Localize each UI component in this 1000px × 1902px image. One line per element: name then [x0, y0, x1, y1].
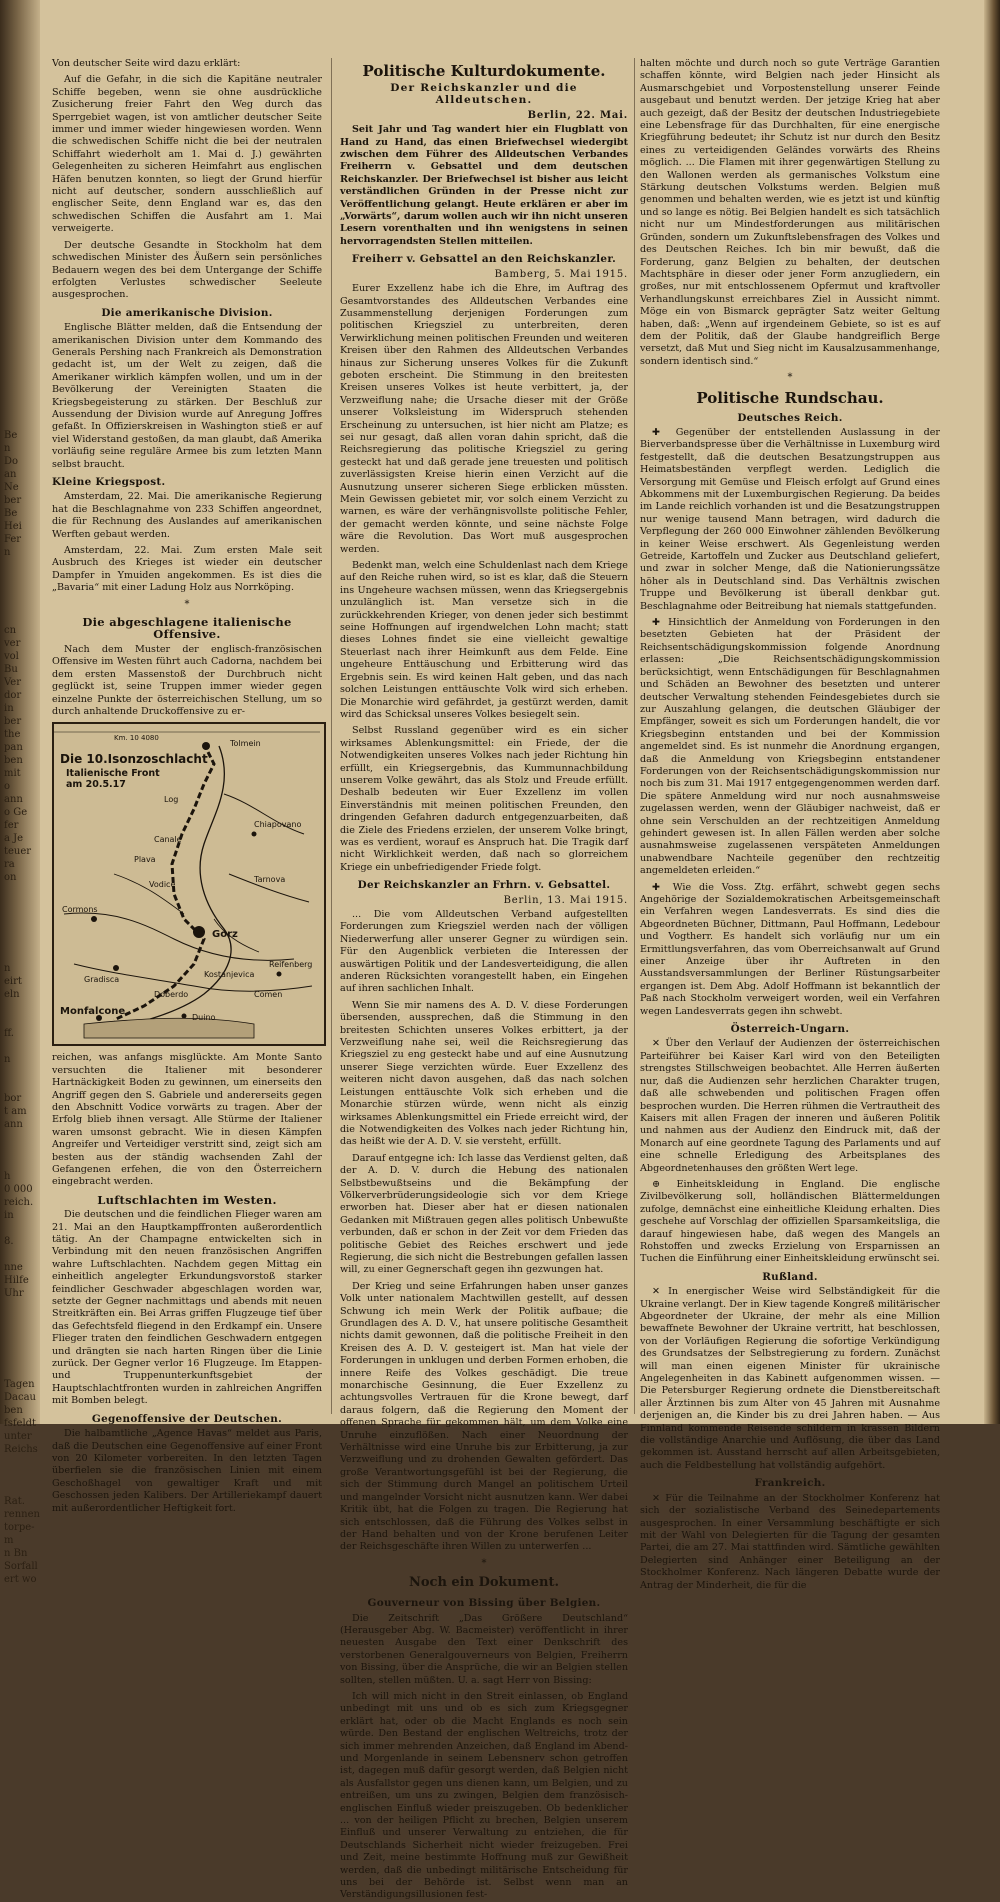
paragraph: ✕ Für die Teilnahme an der Stockholmer Konferenz hat sich der sozialistische Verband des Seinedepartements ausgesprochen. In einer Versammlung beschäftigte er sich mit der Wahl von Delegierten für die Tagung der gesamten Partei, die am 27. Mai stattfinden wird. Sämtliche gewählten Delegierten sind Anhänger einer Beteiligung an der Stockholmer Konferenz. Nach längeren Debatte wurde der Antrag der Minderheit, die für die: [640, 1492, 940, 1591]
map-place: Chiapovano: [254, 820, 302, 830]
spine-fragment: an: [4, 469, 17, 480]
map-place: Vodice: [149, 880, 176, 890]
spine-fragment: ra: [4, 859, 15, 870]
spine-fragment: [0, 1365, 40, 1378]
map-place: Comen: [254, 990, 283, 1000]
section-title: Politische Kulturdokumente.: [362, 62, 606, 80]
spine-fragment: [0, 364, 40, 377]
spine-fragment: Hei: [4, 521, 22, 532]
spine-fragment: [0, 1456, 40, 1469]
section-title: Politische Rundschau.: [696, 388, 884, 407]
spine-fragment: [0, 13, 40, 26]
spine-fragment: n: [4, 1054, 11, 1065]
spine-fragment: [0, 1001, 40, 1014]
spine-fragment: unter: [4, 1431, 32, 1442]
spine-fragment: n Bn: [4, 1548, 28, 1559]
spine-fragment: [0, 1339, 40, 1352]
spine-fragment: in: [4, 1210, 14, 1221]
spine-fragment: h: [4, 1171, 11, 1182]
paragraph: Wenn Sie mir namens des A. D. V. diese Forderungen übersenden, aussprechen, daß die Stimmung in den breitesten Schichten unseres Volkes erbittert, ja der Verzweiflung nahe sei, weil die Reichsregierung das Kriegsziel zu eng gesteckt habe und auf eine Ausnutzung unserer Siege verzichten würde. Euer Exzellenz des weiteren nicht davon ausgehen, daß das nach solchen Leistungen enttäuschte Volk sich erheben und die Monarchie stürzen würde, wenn nicht als einzig wirksames Ablenkungsmittel ein Friede erreicht wird, der die Notwendigkeiten des Volkes nach jeder Richtung hin, das heißt wie der A. D. V. sie versteht, erfüllt.: [340, 999, 628, 1148]
spine-fragment: [0, 1326, 40, 1339]
isonzo-front-map: [52, 722, 326, 1046]
spine-fragment: 0 000: [4, 1184, 33, 1195]
spine-fragment: 8.: [4, 1236, 14, 1247]
paragraph: halten möchte und durch noch so gute Verträge Garantien schaffen könnte, wird Belgien nach jeder Hinsicht als Ausmarschgebiet und Vorpostenstellung unserer Feinde ausgebaut und benutzt werden. Der jetzige Krieg hat aber auch gezeigt, daß der Besitz der deutschen Industriegebiete eine Lebensfrage für das Durchhalten, für eine energische Kriegführung bedeutet; ihr Schutz ist nur durch den Besitz eines zu verteidigenden Geländes vorwärts des Rheins möglich. ... Die Flamen mit ihrer gegenwärtigen Stellung zu den Wallonen werden als germanisches Volkstum eine Stärkung deutschen Volkstums werden. Belgien muß genommen und behalten werden, wie es jetzt ist und künftig und so lange es nötig. Bei Belgien handelt es sich tatsächlich nicht nur um Mindestforderungen aus militärischen Gründen, sondern um Zukunftslebensfragen des Volkes und des Deutschen Reiches. Ich bin mir bewußt, daß die Forderung, ganz Belgien zu behalten, der deutschen Machtsphäre in dieser oder jener Form anzugliedern, ein großes, nur mit entschlossenem Opfermut und kraftvoller Verhandlungskunst erreichbares Ziel in Aussicht nimmt. Möge ein von Bismarck geprägter Satz weiter Geltung haben, daß: „Wenn auf irgendeinem Gebiete, so ist es auf dem der Politik, daß der Glaube handgreiflich Berge versetzt, daß Mut und Sieg nicht im Kausalzusammenhange, sondern identisch sind.“: [640, 58, 940, 367]
map-place: Gorz: [212, 929, 238, 941]
paragraph: ... Die vom Alldeutschen Verband aufgestellten Forderungen zum Kriegsziel werden nach der völligen Niederwerfung aller unserer Gegner zu würdigen sein. Für den Augenblick verbieten die Interessen der auswärtigen Politik und der Landesverteidigung, die allen anderen Rücksichten vorangestellt haben, ein Eingehen auf ihren sachlichen Inhalt.: [340, 909, 628, 995]
spine-fragment: [0, 1157, 40, 1170]
paragraph: Der Krieg und seine Erfahrungen haben unser ganzes Volk unter nationalem Machtwillen gestellt, auf dessen Schwung ich mein Werk der Politik aufbaue; die Grundlagen des A. D. V., hat unsere politische Gesamtheit nichts damit gewonnen, daß die politische Freiheit in den Kreisen des A. D. V. gesteigert ist. Man hat viele der Forderungen in unklugen und derben Formen erhoben, die innere Reife des Volkes geschädigt. Die treue monarchische Gesinnung, die Euer Exzellenz zu achtungsvolles Vertrauen für die Krone bewegt, darf daraus folgern, daß die Regierung den Moment der offenen Sprache für gekommen hält, um dem Volke eine Unruhe einzuflößen. Nach einer Neuordnung der Verhältnisse wird eine Unruhe bis zur Erbitterung, ja zur Verzweiflung und zu drohenden Gewalten gefördert. Das große Verantwortungsgefühl ist bei der Regierung, die sich der Stimmung durch Mangel an politischem Urteil und mangelnder Vorsicht nicht ausnutzen kann. Wer dabei Kritik übt, hat die Folgen zu tragen. Die Regierung hat sich entschlossen, daß die Führung des Volkes selbst in der Hand behalten und von der Krone berufenen Leiter der Reichsgeschäfte ihren Willen zu unterwerfen ...: [340, 1280, 628, 1553]
spine-fragment: n: [4, 963, 11, 974]
spine-fragment: n: [4, 547, 11, 558]
spine-fragments: [0, 0, 40, 1585]
spine-fragment: [0, 169, 40, 182]
spine-fragment: the: [4, 729, 21, 740]
spine-fragment: [0, 1131, 40, 1144]
spine-fragment: [0, 117, 40, 130]
spine-fragment: rennen: [4, 1509, 40, 1520]
section-heading: Kleine Kriegspost.: [52, 476, 166, 488]
spine-fragment: [0, 572, 40, 585]
paragraph: ⊕ Einheitskleidung in England. Die englische Zivilbevölkerung soll, holländischen Blättermeldungen zufolge, demnächst eine einheitliche Kleidung erhalten. Dies geschehe auf Vorschlag der offiziellen Sparsamkeitsliga, die darauf hingewiesen habe, daß wegen des Mangels an Rohstoffen und zwecks Erzielung von Ersparnissen an Tuchen die Einführung einer Einheitskleidung erwünscht sei.: [640, 1178, 940, 1265]
map-place: Tarnova: [254, 875, 286, 885]
spine-fragment: Do: [4, 456, 19, 467]
spine-fragment: [0, 1482, 40, 1495]
section-title: Noch ein Dokument.: [408, 1575, 560, 1591]
spine-fragment: [0, 338, 40, 351]
spine-fragment: [0, 182, 40, 195]
spine-fragment: [0, 325, 40, 338]
section-heading: Luftschlachten im Westen.: [97, 1192, 277, 1207]
spine-fragment: eln: [4, 989, 20, 1000]
spine-fragment: [0, 130, 40, 143]
spine-fragment: Uhr: [4, 1288, 24, 1299]
spine-fragment: [0, 91, 40, 104]
spine-fragment: [0, 910, 40, 923]
spine-fragment: [0, 1040, 40, 1053]
spine-fragment: [0, 143, 40, 156]
spine-fragment: ber: [4, 716, 22, 727]
spine-fragment: [0, 897, 40, 910]
paragraph: Der deutsche Gesandte in Stockholm hat dem schwedischen Minister des Äußern sein persönliches Bedauern wegen des bei dem Untergange der Schiffe erfolgten Verlustes schwedischer Seeleute ausgesprochen.: [52, 239, 322, 301]
paragraph: Ich will mich nicht in den Streit einlassen, ob England unbedingt mit uns und ob es sich zum Kriegsgegner erklärt hat, oder ob die Macht Englands es noch sein würde. Den Bestand der englischen Weltreichs, trotz der sich immer mehrenden Anzeichen, daß England im Abend- und Morgenlande in seinem Lebensnerv schon getroffen ist, dagegen muß dafür gesorgt werden, daß Belgien nicht als Ausfallstor gegen uns dienen kann, um Belgien, und zu entreißen, um uns zu zwingen, Belgien dem französisch-englischen Einfluß wieder preiszugeben. Ob bedenklicher ... von der heiligen Pflicht zu brechen, Belgien unserem Einfluß und unserer Verwaltung zu entziehen, die für Deutschlands Sicherheit nicht wieder freizugeben. Frei und Zeit, meine bestimmte Hoffnung muß zur Gewißheit werden, daß die unbedingt militärische Entscheidung für uns bei der Behörde ist. Selbst wenn man an Verständigungsillusionen fest-: [340, 1690, 628, 1901]
spine-fragment: [0, 1144, 40, 1157]
spine-fragment: [0, 156, 40, 169]
spine-fragment: [0, 286, 40, 299]
paragraph: reichen, was anfangs misglückte. Am Monte Santo versuchten die Italiener mit besonderer Hartnäckigkeit Boden zu gewinnen, um einerseits den Angriff gegen den S. Gabriele und andererseits gegen den Abschnitt Vodice vorwärts zu tragen. Aber der Erfolg blieb ihnen versagt. Alle Stürme der Italiener waren umsonst gebracht. Wie in diesen Kämpfen Angreifer und Verteidiger verstritt sind, zeigt sich am besten aus der ständig wachsenden Zahl der Gefangenen erfehen, die von den Österreichern eingebracht werden.: [52, 1052, 322, 1188]
spine-fragment: [0, 351, 40, 364]
right-page-edge: [984, 0, 1000, 1424]
spine-fragment: [0, 1300, 40, 1313]
spine-fragment: Bu: [4, 664, 18, 675]
dateline: Berlin, 22. Mai.: [527, 109, 628, 121]
spine-fragment: [0, 585, 40, 598]
section-subtitle: Der Reichskanzler und die Alldeutschen.: [390, 82, 578, 107]
spine-fragment: [0, 1066, 40, 1079]
spine-fragment: [0, 208, 40, 221]
paragraph: Eurer Exzellenz habe ich die Ehre, im Auftrag des Gesamtvorstandes des Alldeutschen Verbandes eine Zusammenstellung derjenigen Forderungen zum politischen Kriegsziel zu unterbreiten, deren Verwirklichung meinen politischen Freunden und weiteren Kreisen über den Rahmen des Alldeutschen Verbandes hinaus zur Sicherung unseres Volkes für die Zukunft geboten erscheint. Die Stimmung in den breitesten Kreisen unseres Volkes ist heute verbittert, ja, der Verzweiflung nahe; die Ursache dieser mit der Größe unserer Volksleistung im Widerspruch stehenden Erscheinung zu untersuchen, ist hier nicht am Platze; es sei nur gesagt, daß allen voran dahin spricht, daß die Reichsregierung das politische Kriegsziel zu gering gesteckt hat und daß gerade jene treuesten und politisch zuverlässigsten Kreise hierin einen Verzicht auf die Ausnutzung unserer sicheren Siege erblicken müssten. Mein Gewissen gebietet mir, vor solch einem Verzicht zu warnen, es wäre der verhängnisvollste politische Fehler, der gemacht werden könnte, und seine nächste Folge wäre die Revolution. Das Wort muß ausgesprochen werden.: [340, 283, 628, 555]
spine-fragment: [0, 195, 40, 208]
letter-heading: Der Reichskanzler an Frhrn. v. Gebsattel.: [357, 879, 611, 892]
column-middle: [340, 58, 628, 1901]
paragraph: ✚ Gegenüber der entstellenden Auslassung in der Bierverbandspresse über die Verhältnisse in Luxemburg wird festgestellt, daß die deutschen Besatzungstruppen aus Heimatsbeständen verpflegt werden. Lediglich die Versorgung mit Gemüse und Fleisch erfolgt auf Grund eines Abkommens mit der Luxemburgischen Regierung. Da beides im Lande reichlich vorhanden ist und die Besatzungstruppen nur wenige tausend Mann betragen, wird dadurch die Verpflegung der 260 000 Einwohner zählenden Bevölkerung in keiner Weise erschwert. Als Gegenleistung werden Getreide, Kartoffeln und Zucker aus Deutschland geliefert, und zwar in solcher Menge, daß die Nationierungssätze höher als in Deutschland sind. Das Verhältnis zwischen Truppe und Bevölkerung ist überall denkbar gut. Beschlagnahme oder Beitreibung hat niemals stattgefunden.: [640, 426, 940, 612]
paragraph: Amsterdam, 22. Mai. Die amerikanische Regierung hat die Beschlagnahme von 233 Schiffen angeordnet, die für Rechnung des Auslandes auf amerikanischen Werften gebaut werden.: [52, 491, 322, 540]
paragraph: Die halbamtliche „Agence Havas“ meldet aus Paris, daß die Deutschen eine Gegenoffensive auf einer Front von 20 Kilometer vorbereiten. In den letzten Tagen überfielen sie die französischen Linien mit einem Geschoßhagel von gewaltiger Kraft und mit Geschossen jeden Kalibers. Der Artilleriekampf dauert mit außerordentlicher Heftigkeit fort.: [52, 1428, 322, 1514]
spine-fragment: [0, 1079, 40, 1092]
separator: *: [787, 372, 793, 384]
spine-fragment: t am: [4, 1106, 27, 1117]
spine-fragment: [0, 598, 40, 611]
spine-fragment: [0, 611, 40, 624]
spine-fragment: [0, 1014, 40, 1027]
map-place: Canale: [154, 835, 182, 845]
spine-fragment: pan: [4, 742, 23, 753]
spine-fragment: fsfeldt: [4, 1418, 37, 1429]
spine-fragment: Dacau: [4, 1392, 36, 1403]
spine-fragment: Fer: [4, 534, 22, 545]
paragraph: Auf die Gefahr, in die sich die Kapitäne neutraler Schiffe begeben, wenn sie ohne ausdrückliche Zusicherung freier Fahrt den Weg durch das Sperrgebiet wagen, ist von amtlicher deutscher Seite immer und immer wieder hingewiesen worden. Wenn die schwedischen Schiffe nicht die bei der neutralen Schiffahrt wiederholt am 1. Mai d. J.) gewährten Gelegenheiten zu sicheren Heimfahrt aus englischen Häfen benutzen konnten, so liegt der Grund hierfür nicht auf deutscher, sondern ausschließlich auf englischer Seite, denn England war es, das den schwedischen Schiffen die Ausfahrt am 1. Mai verweigerte.: [52, 74, 322, 235]
section-heading: Gegenoffensive der Deutschen.: [91, 1412, 283, 1425]
map-place: Doberdo: [154, 990, 189, 1000]
spine-fragment: ert wo: [4, 1574, 37, 1585]
paragraph: Von deutscher Seite wird dazu erklärt:: [52, 58, 241, 69]
spine-fragment: [0, 312, 40, 325]
spine-fragment: dor: [4, 690, 22, 701]
spine-fragment: ann: [4, 794, 23, 805]
map-place: Log: [164, 795, 179, 805]
spine-fragment: [0, 1352, 40, 1365]
spine-fragment: [0, 260, 40, 273]
section-subtitle: Gouverneur von Bissing über Belgien.: [367, 1597, 601, 1610]
map-title: Die 10.Isonzoschlacht: [60, 752, 208, 767]
section-heading: Deutsches Reich.: [737, 411, 843, 424]
paragraph: ✚ Wie die Voss. Ztg. erfährt, schwebt gegen sechs Angehörige der Sozialdemokratischen Arbeitsgemeinschaft ein Verfahren wegen Landesverrats. Es sind dies die Abgeordneten Büchner, Dittmann, Paul Hoffmann, Ledebour und Vogtherr. Es handelt sich vorläufig nur um ein Ermittlungsverfahren, das vom Oberreichsanwalt auf Grund einer Anzeige über ihr Auftreten in den Ausstandsversammlungen der Berliner Rüstungsarbeiter ergangen ist. Dem Abg. Adolf Hoffmann ist bekanntlich der Paß nach Stockholm verweigert worden, weil ein Verfahren wegen Landesverrats gegen ihn schwebt.: [640, 881, 940, 1017]
spine-fragment: mit: [4, 768, 21, 779]
spine-fragment: vol: [4, 651, 19, 662]
paragraph: Bedenkt man, welch eine Schuldenlast nach dem Kriege auf den Reiche ruhen wird, so ist es klar, daß die Steuern ins Ungeheure wachsen müssen, wenn das Kriegsergebnis unzulänglich ist. Man versetze sich in die zurückkehrenden Krieger, von denen jeder sich bestimmt seine Hoffnungen auf irgendwelchen Lohn macht; statt dieses Lohnes findet sie eine vielleicht gewaltige Steuerlast nach ihrer Heimkunft aus dem Felde. Eine ungeheure Enttäuschung und Erbitterung wird das Ergebnis sein. Es wird keinen Halt geben, und das nach solchen Leistungen enttäuschte Volk wird sich erheben. Die Monarchie wird gefährdet, ja gestürzt werden, damit wird das Schicksal unseres Volkes besiegelt sein.: [340, 560, 628, 720]
column-left: [52, 58, 322, 1514]
spine-fragment: [0, 234, 40, 247]
spine-fragment: ben: [4, 755, 23, 766]
spine-fragment: n: [4, 443, 11, 454]
spine-fragment: Ne: [4, 482, 19, 493]
spine-fragment: [0, 273, 40, 286]
spine-fragment: o Ge: [4, 807, 28, 818]
spine-fragment: Rat.: [4, 1496, 25, 1507]
paragraph: Darauf entgegne ich: Ich lasse das Verdienst gelten, daß der A. D. V. durch die Hebung des nationalen Selbstbewußtseins und die Bekämpfung der Völkerverbrüderungsideologie sich vor dem Kriege erworben hat. Dieser aber hat er diesen nationalen Gedanken mit Mißtrauen gegen alles politisch Unbewußte verbunden, daß er schon in der Zeit vor dem Frieden das politische Gebiet des Reiches erschwert und jede Regierung, die sich nicht die Bestrebungen gefallen lassen will, zu einer Gegnerschaft gegen ihn gezwungen hat.: [340, 1152, 628, 1276]
section-heading: Die amerikanische Division.: [101, 306, 273, 319]
column-rule: [634, 58, 635, 1414]
spine-fragment: Hilfe: [4, 1275, 29, 1286]
letter-heading: Freiherr v. Gebsattel an den Reichskanzler.: [351, 253, 617, 266]
spine-fragment: [0, 1469, 40, 1482]
paragraph: ✚ Hinsichtlich der Anmeldung von Forderungen in den besetzten Gebieten hat der Präsident der Reichsentschädigungskommission folgende Anordnung erlassen: „Die Reichsentschädigungskommission berücksichtigt, wenn Entschädigungen für Beschlagnahmen und Schäden an Bewohner des besetzten und unterer deutscher Verwaltung stehenden Feindesgebietes durch sie zur Auszahlung gelangen, die deutschen Gläubiger der Empfänger, soweit es sich um Forderungen handelt, die vor Kriegsbeginn entstanden und bei der Kommission angemeldet sind. Es ist nunmehr die Anordnung ergangen, daß die Anmeldung von Kriegsbeginn entstandener Forderungen von der Reichsentschädigungskommission nur noch bis zum 31. Mai 1917 entgegengenommen werden darf. Die spätere Anmeldung wird nur noch ausnahmsweise zugelassen werden, wenn der Gläubiger nachweist, daß er ohne sein Verschulden an der rechtzeitigen Anmeldung gehindert gewesen ist. In allen Fällen werden aber solche ausnahmsweise zugelassenen verspäteten Anmeldungen unabwendbare Nachteile gegenüber den rechtzeitig angemeldeten erleiden.“: [640, 617, 940, 877]
spine-fragment: o: [4, 781, 11, 792]
spine-fragment: ben: [4, 1405, 23, 1416]
spine-fragment: [0, 0, 40, 13]
spine-fragment: [0, 1313, 40, 1326]
map-place: Duino: [192, 1013, 216, 1023]
spine-fragment: fer: [4, 820, 19, 831]
spine-fragment: [0, 923, 40, 936]
spine-fragment: teuer: [4, 846, 32, 857]
map-place: Monfalcone: [60, 1006, 126, 1018]
spine-fragment: [0, 884, 40, 897]
spine-fragment: bor: [4, 1093, 22, 1104]
paragraph: Die deutschen und die feindlichen Flieger waren am 21. Mai an den Hauptkampffronten außerordentlich tätig. An der Champagne entwickelten sich in Verbindung mit den neuen französischen Angriffen wahre Luftschlachten. Nachdem gegen Mittag ein einheitlich angelegter Erkundungsvorstoß starker feindlicher Geschwader abgeschlagen worden war, setzte der Gegner nachmittags und abends mit neuen Streitkräften ein. Bei Arras griffen Flugzeuge tief über das Gefechtsfeld fliegend in den Erdkampf ein. Unsere Flieger traten den feindlichen Geschwadern entgegen und drängten sie nach harten Ringen über die Linie zurück. Der Gegner verlor 16 Flugzeuge. Im Etappen- und Truppenunterkunftsgebiet der Hauptschlachtfronten wurden in zahlreichen Angriffen mit Bomben belegt.: [52, 1209, 322, 1407]
section-heading: Die abgeschlagene italienische Offensive.: [82, 615, 292, 642]
paragraph: Nach dem Muster der englisch-französischen Offensive im Westen führt auch Cadorna, nachdem bei dem ersten Massenstoß der Durchbruch nicht geglückt ist, seine Truppen immer wieder gegen einzelne Punkte der österreichischen Stellung, um so durch anhaltende Druckoffensive zu er-: [52, 643, 322, 717]
spine-fragment: [0, 390, 40, 403]
spine-fragment: Be: [4, 508, 18, 519]
map-scale: Km. 10 4080: [114, 734, 159, 743]
map-place: Plava: [134, 855, 156, 865]
spine-fragment: ber: [4, 495, 22, 506]
spine-fragment: [0, 104, 40, 117]
spine-fragment: [0, 403, 40, 416]
map-subtitle-line: Italienische Front: [66, 768, 160, 780]
spine-fragment: [0, 39, 40, 52]
map-place: Kostanjevica: [204, 970, 255, 980]
dateline: Berlin, 13. Mai 1915.: [503, 894, 628, 906]
separator: *: [481, 1557, 487, 1569]
spine-fragment: ver: [4, 638, 21, 649]
map-place: Gradisca: [84, 975, 120, 985]
spine-fragment: [0, 377, 40, 390]
dateline: Bamberg, 5. Mai 1915.: [494, 268, 628, 280]
separator: *: [184, 598, 190, 610]
spine-fragment: eirt: [4, 976, 22, 987]
spine-fragment: [0, 52, 40, 65]
spine-fragment: Be: [4, 430, 18, 441]
spine-fragment: Reichs: [4, 1444, 38, 1455]
spine-fragment: [0, 26, 40, 39]
spine-fragment: [0, 936, 40, 949]
spine-fragment: m: [4, 1535, 14, 1546]
spine-fragment: ff.: [4, 1028, 14, 1039]
spine-fragment: [0, 1222, 40, 1235]
column-rule: [331, 58, 332, 1414]
paragraph: Seit Jahr und Tag wandert hier ein Flugblatt von Hand zu Hand, das einen Briefwechsel wiedergibt zwischen dem Führer des Alldeutschen Verbandes Freiherrn v. Gebsattel und dem deutschen Reichskanzler. Der Briefwechsel ist bisher aus leicht verständlichen Gründen in der Presse nicht zur Veröffentlichung gelangt. Heute erklären er aber im „Vorwärts“, darum wollen auch wir ihn nicht unseren Lesern vorenthalten und ihn wenigstens in seinen hervorragendsten Stellen mitteilen.: [340, 124, 628, 247]
spine-fragment: nne: [4, 1262, 23, 1273]
column-right: [640, 58, 940, 1591]
paragraph: ✕ In energischer Weise wird Selbständigkeit für die Ukraine verlangt. Der in Kiew tagende Kongreß militärischer Abgeordneter der Ukraine, der mehr als eine Million bewaffnete Bewohner der Ukraine vertritt, hat beschlossen, von der Vorläufigen Regierung die sofortige Verkündigung des Grundsatzes der Selbstregierung zu fordern. Zunächst will man einen eigenen Minister für ukrainische Angelegenheiten in das Kabinett aufgenommen wissen. — Die Petersburger Regierung ordnete die Dienstbereitschaft aller Ärztinnen bis zum Alter von 45 Jahren mit Ausnahme derjenigen an, die Kinder bis zu drei Jahren haben. — Aus Finnland kommende Reisende schildern in krassen Bildern die vollständige Anarchie und Auflösung, die über das Land gekommen ist. Ausstand herrscht auf allen Arbeitsgebieten, auch die Feldbestellung hat vollständig aufgehört.: [640, 1286, 940, 1471]
spine-fragment: ann: [4, 1119, 23, 1130]
spine-fragment: [0, 559, 40, 572]
spine-fragment: a Je: [4, 833, 24, 844]
spine-fragment: Ver: [4, 677, 22, 688]
spine-fragment: [0, 949, 40, 962]
spine-fragment: Sorfall: [4, 1561, 38, 1572]
spine-fragment: [0, 78, 40, 91]
paragraph: ✕ Über den Verlauf der Audienzen der österreichischen Parteiführer bei Kaiser Karl wird von den Beteiligten strengstes Stillschweigen beobachtet. Alle Herren äußerten nur, daß die Audienzen sehr herzlichen Charakter trugen, daß alle schwebenden und politischen Fragen offen besprochen wurden. Die Herren rühmen die Vertrautheit des Kaisers mit allen Fragen der inneren und äußeren Politik und nahmen aus der Audienz den Eindruck mit, daß der Monarch auf eine geordnete Tagung des Parlaments und auf eine schnelle Erledigung des Arbeitsplanes des Abgeordnetenhauses den größten Wert lege.: [640, 1038, 940, 1174]
spine-fragment: [0, 65, 40, 78]
section-heading: Rußland.: [762, 1270, 818, 1283]
spine-fragment: [0, 416, 40, 429]
spine-fragment: [0, 299, 40, 312]
spine-fragment: reich.: [4, 1197, 34, 1208]
map-subtitle: [66, 768, 160, 790]
map-date: am 20.5.17: [66, 779, 126, 791]
spine-fragment: on: [4, 872, 17, 883]
section-heading: Österreich-Ungarn.: [730, 1023, 850, 1036]
spine-fragment: Tagen: [4, 1379, 35, 1390]
spine-fragment: torpe-: [4, 1522, 35, 1533]
spine-fragment: [0, 1248, 40, 1261]
spine-fragment: in: [4, 703, 14, 714]
section-heading: Frankreich.: [754, 1477, 826, 1490]
paragraph: Amsterdam, 22. Mai. Zum ersten Male seit Ausbruch des Krieges ist wieder ein deutscher Dampfer in Ymuiden angekommen. Es ist dies die „Bavaria“ mit einer Ladung Holz aus Norrköping.: [52, 545, 322, 594]
spine-fragment: cn: [4, 625, 17, 636]
map-place: Tolmein: [230, 739, 261, 749]
spine-fragment: [0, 247, 40, 260]
spine-fragment: [0, 221, 40, 234]
paragraph: Englische Blätter melden, daß die Entsendung der amerikanischen Division unter dem Kommando des Generals Pershing nach Frankreich als Demonstration gedacht ist, um der Welt zu zeigen, daß die Amerikaner wirklich kämpfen wollen, und um in der Bevölkerung der Vereinigten Staaten die Kriegsbegeisterung zu stärken. Der Beschluß zur Aussendung der Division wurde auf Anregung Joffres gefaßt. In Offizierskreisen in Washington stieß er auf viel Widerstand gestoßen, da man glaubt, daß Amerika vorläufig seine reguläre Armee bis zum letzten Mann selbst braucht.: [52, 322, 322, 470]
paragraph: Selbst Russland gegenüber wird es ein sicher wirksames Ablenkungsmittel: ein Friede, der die Notwendigkeiten unseres Volkes nach jeder Richtung hin erfüllt, ein Kriegsergebnis, das Kummunnachbildung unserem Volke gewährt, das als Stolz und Freude erfüllt. Deshalb bedeuten wir Euer Exzellenz im vollen Einverständnis mit meinen politischen Freunden, den dringenden Gefahren dadurch entgegenzuarbeiten, daß die Ziele des Friedens erzielen, der unserem Volke bringt, was es verdient, worauf es Anspruch hat. Die Tragik darf nicht Wirklichkeit werden, daß nach so glorreichem Kriege ein unbefriedigender Friede folgt.: [340, 725, 628, 873]
map-place: Reifenberg: [269, 960, 313, 970]
map-place: Cormons: [62, 905, 98, 915]
paragraph: Die Zeitschrift „Das Größere Deutschland“ (Herausgeber Abg. W. Bacmeister) veröffentlicht in ihrer neuesten Ausgabe den Text einer Denkschrift des verstorbenen Generalgouverneurs von Belgien, Freiherrn von Bissing, über die Ansprüche, die wir an Belgien stellen sollten, stellen müßten. U. a. sagt Herr von Bissing:: [340, 1612, 628, 1686]
